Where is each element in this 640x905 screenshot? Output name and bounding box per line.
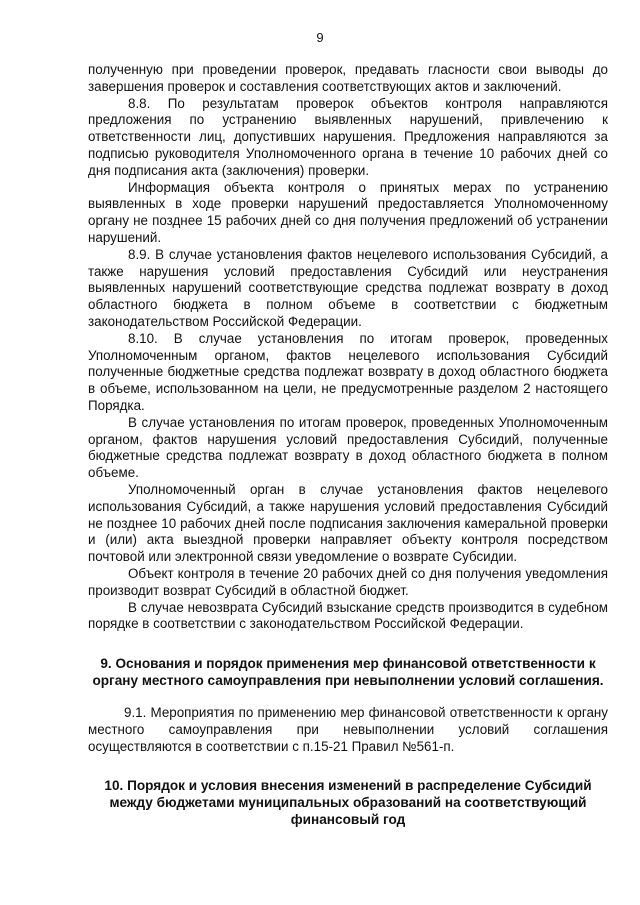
paragraph-information: Информация объекта контроля о принятых мерах по устранению выявленных в ходе проверки нарушений предоставляется Уполномоченному органу не позднее 15 рабочих дней со дня получения предложений об устранении нарушений.: [88, 179, 608, 245]
spacer: [88, 755, 608, 777]
paragraph-notification: Уполномоченный орган в случае установления фактов нецелевого использования Субсидий, а также нарушения условий предоставления Субсидий не позднее 10 рабочих дней после подписания заключения камеральной проверки и (или) акта выездной проверки направляет объекту контроля посредством почтовой или электронной связи уведомление о возврате Субсидии.: [88, 481, 608, 565]
paragraph-court-recovery: В случае невозврата Субсидий взыскание средств производится в судебном порядке в соответствии с законодательством Российской Федерации.: [88, 599, 608, 632]
body-text: [88, 62, 608, 828]
paragraph-8-9: 8.9. В случае установления фактов нецелевого использования Субсидий, а также нарушения условий предоставления Субсидий или неустранения выявленных нарушений соответствующие средства подлежат возврату в доход областного бюджета в полном объеме в соответствии с бюджетным законодательством Российской Федерации.: [88, 246, 608, 329]
page-number: 9: [316, 30, 324, 45]
spacer: [88, 689, 608, 705]
paragraph-8-10: 8.10. В случае установления по итогам проверок, проведенных Уполномоченным органом, фактов нецелевого использования Субсидий полученные бюджетные средства подлежат возврату в доход областного бюджета в объеме, использованном на цели, не предусмотренные разделом 2 настоящего Порядка.: [88, 330, 608, 413]
spacer: [88, 633, 608, 655]
paragraph-return-deadline: Объект контроля в течение 20 рабочих дней со дня получения уведомления производит возврат Субсидий в областной бюджет.: [88, 565, 608, 598]
paragraph-9-1: 9.1. Мероприятия по применению мер финансовой ответственности к органу местного самоуправления при невыполнении условий соглашения осуществляются в соответствии с п.15-21 Правил №561-п.: [88, 705, 608, 754]
paragraph-8-8: 8.8. По результатам проверок объектов контроля направляются предложения по устранению выявленных нарушений, привлечению к ответственности лиц, допустивших нарушения. Предложения направляются за подписью руководителя Уполномоченного органа в течение 10 рабочих дней со дня подписания акта (заключения) проверки.: [88, 95, 608, 178]
section-10-heading: 10. Порядок и условия внесения изменений в распределение Субсидий между бюджетами муниципальных образований на соответствующий финансовый год: [104, 778, 592, 828]
section-9-heading: 9. Основания и порядок применения мер финансовой ответственности к органу местного самоуправления при невыполнении условий соглашения.: [92, 656, 604, 689]
paragraph-violation-return: В случае установления по итогам проверок, проведенных Уполномоченным органом, фактов нарушения условий предоставления Субсидий, полученные бюджетные средства подлежат возврату в доход областного бюджета в полном объеме.: [88, 414, 608, 481]
paragraph-continuation: полученную при проведении проверок, предавать гласности свои выводы до завершения проверок и составления соответствующих актов и заключений.: [88, 62, 608, 94]
